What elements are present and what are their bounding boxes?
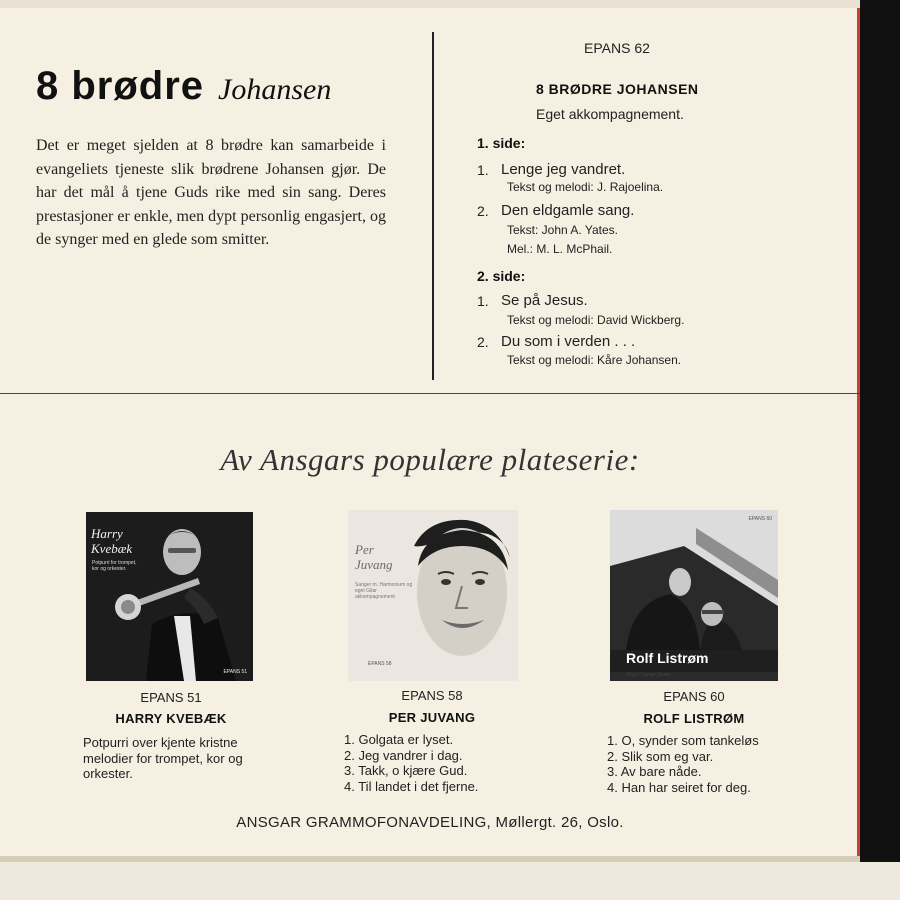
- cover-subtitle: Sanger m. Harmonium og eget Gitar akkompagnement: [355, 582, 413, 600]
- accompaniment-note: Eget akkompagnement.: [536, 106, 684, 122]
- track-title: Se på Jesus.: [501, 292, 588, 309]
- list-item: 4. Til landet i det fjerne.: [344, 778, 479, 794]
- list-item: 3. Av bare nåde.: [607, 764, 702, 779]
- catalog-number-60: EPANS 60: [663, 689, 725, 704]
- record-artist: 8 BRØDRE JOHANSEN: [536, 81, 699, 97]
- side-2-heading: 2. side:: [477, 268, 526, 284]
- track-number: 1.: [477, 162, 489, 178]
- catalog-number: EPANS 62: [584, 40, 650, 56]
- sleeve-top-edge: [0, 0, 860, 8]
- list-item: 4. Han har seiret for deg.: [607, 779, 751, 795]
- description-harry-kvebaek: Potpurri over kjente kristne melodier for trompet, kor og orkester.: [83, 735, 243, 781]
- cover-catalog: EPANS 60: [748, 516, 772, 522]
- cover-artist-name: Per Juvang: [355, 542, 393, 572]
- track-title: Du som i verden . . .: [501, 333, 636, 350]
- track-credit: Tekst og melodi: Kåre Johansen.: [507, 353, 682, 367]
- background-surface: [0, 862, 900, 900]
- track-credit: Mel.: M. L. McPhail.: [507, 242, 613, 256]
- side-1-heading: 1. side:: [477, 135, 526, 151]
- track-credit: Tekst: John A. Yates.: [507, 223, 618, 237]
- track-number: 1.: [477, 293, 489, 309]
- list-item: 2. Slik som eg var.: [607, 748, 714, 764]
- cover-rolf-listrom: [610, 510, 778, 681]
- publisher-footer: ANSGAR GRAMMOFONAVDELING, Møllergt. 26, Oslo.: [236, 814, 624, 831]
- intro-text: Det er meget sjelden at 8 brødre kan samarbeide i evangeliets tjeneste slik brødrene Johansen gjør. De har det mål å tjene Guds rike med sin sang. Deres prestasjoner er enkle, men dypt personlig engasjert, og de synger med en glede som smitter.: [36, 137, 386, 248]
- tracklist-per-juvang: [344, 732, 478, 794]
- list-item: 3. Takk, o kjære Gud.: [344, 763, 468, 778]
- artist-name-per-juvang: PER JUVANG: [388, 710, 476, 725]
- series-heading: Av Ansgars populære plateserie:: [220, 442, 640, 477]
- catalog-number-51: EPANS 51: [140, 690, 202, 705]
- horizontal-divider: [0, 393, 860, 394]
- track-number: 2.: [477, 334, 489, 350]
- catalog-number-58: EPANS 58: [401, 688, 463, 703]
- track-credit: Tekst og melodi: J. Rajoelina.: [507, 180, 664, 194]
- cover-per-juvang: [348, 510, 518, 681]
- cover-harry-kvebaek: [86, 512, 253, 681]
- list-item: 2. Jeg vandrer i dag.: [344, 747, 463, 763]
- track-number: 2.: [477, 203, 489, 219]
- artist-name-rolf-listrom: ROLF LISTRØM: [643, 711, 745, 726]
- track-title: Den eldgamle sang.: [501, 202, 635, 219]
- album-title: [36, 64, 331, 109]
- cover-artist-name: Harry Kvebæk: [91, 526, 133, 556]
- tracklist-rolf-listrom: [607, 733, 759, 795]
- track-credit: Tekst og melodi: David Wickberg.: [507, 313, 685, 327]
- title-script: Johansen: [218, 73, 332, 106]
- track-title: Lenge jeg vandret.: [501, 161, 626, 178]
- vertical-divider: [432, 32, 434, 380]
- list-item: 1. O, synder som tankeløs: [607, 733, 759, 748]
- list-item: 1. Golgata er lyset.: [344, 732, 454, 747]
- title-main: 8 brødre: [36, 64, 205, 108]
- cover-catalog: EPANS 51: [223, 669, 247, 675]
- artist-name-harry-kvebaek: HARRY KVEBÆK: [115, 711, 227, 726]
- cover-catalog: EPANS 58: [368, 661, 392, 667]
- cover-artist-name: Rolf Listrøm: [626, 650, 709, 666]
- cover-subtitle: Potpurri for trompet, kor og orkester.: [92, 560, 137, 572]
- cover-subtitle: Orgel: Daniel Strøm: [626, 672, 671, 678]
